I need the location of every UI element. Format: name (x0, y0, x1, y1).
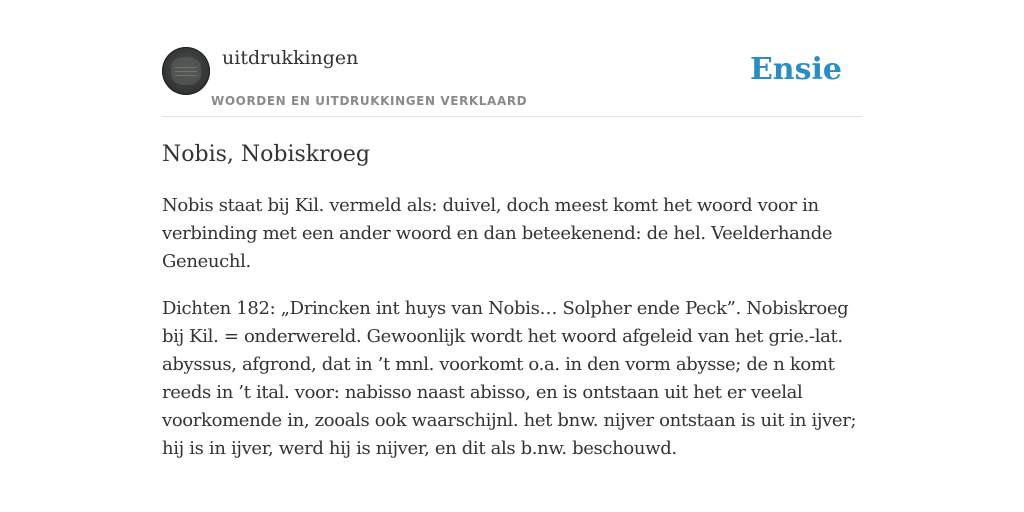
article-paragraph: Nobis staat bij Kil. vermeld als: duivel, doch meest komt het woord voor in verbinding met een ander woord en dan beteekenend: de hel. Veelderhande Geneuchl. (162, 195, 833, 272)
avatar-detail (175, 75, 197, 76)
article-paragraph: Dichten 182: „Drincken int huys van Nobis… Solpher ende Peck”. Nobiskroeg bij Kil. = onderwereld. Gewoonlijk wordt het woord afgeleid van het grie.-lat. abyssus, afgrond, dat in ’t mnl. voorkomt o.a. in den vorm abysse; de n komt reeds in ’t ital. voor: nabisso naast abisso, en is ontstaan uit het er veelal voorkomende in, zooals ook waarschijnl. het bnw. nijver ontstaan is uit in ijver; hij is in ijver, werd hij is nijver, en dit als b.nw. beschouwd. (162, 298, 857, 459)
site-header (162, 46, 862, 117)
avatar-detail (175, 71, 197, 72)
avatar-detail (175, 67, 197, 68)
site-name-link[interactable]: uitdrukkingen (222, 47, 359, 69)
site-avatar[interactable] (162, 47, 210, 95)
page-title: Nobis, Nobiskroeg (162, 142, 370, 167)
brand-logo-link[interactable]: Ensie (749, 52, 842, 87)
site-tagline: WOORDEN EN UITDRUKKINGEN VERKLAARD (211, 94, 528, 108)
